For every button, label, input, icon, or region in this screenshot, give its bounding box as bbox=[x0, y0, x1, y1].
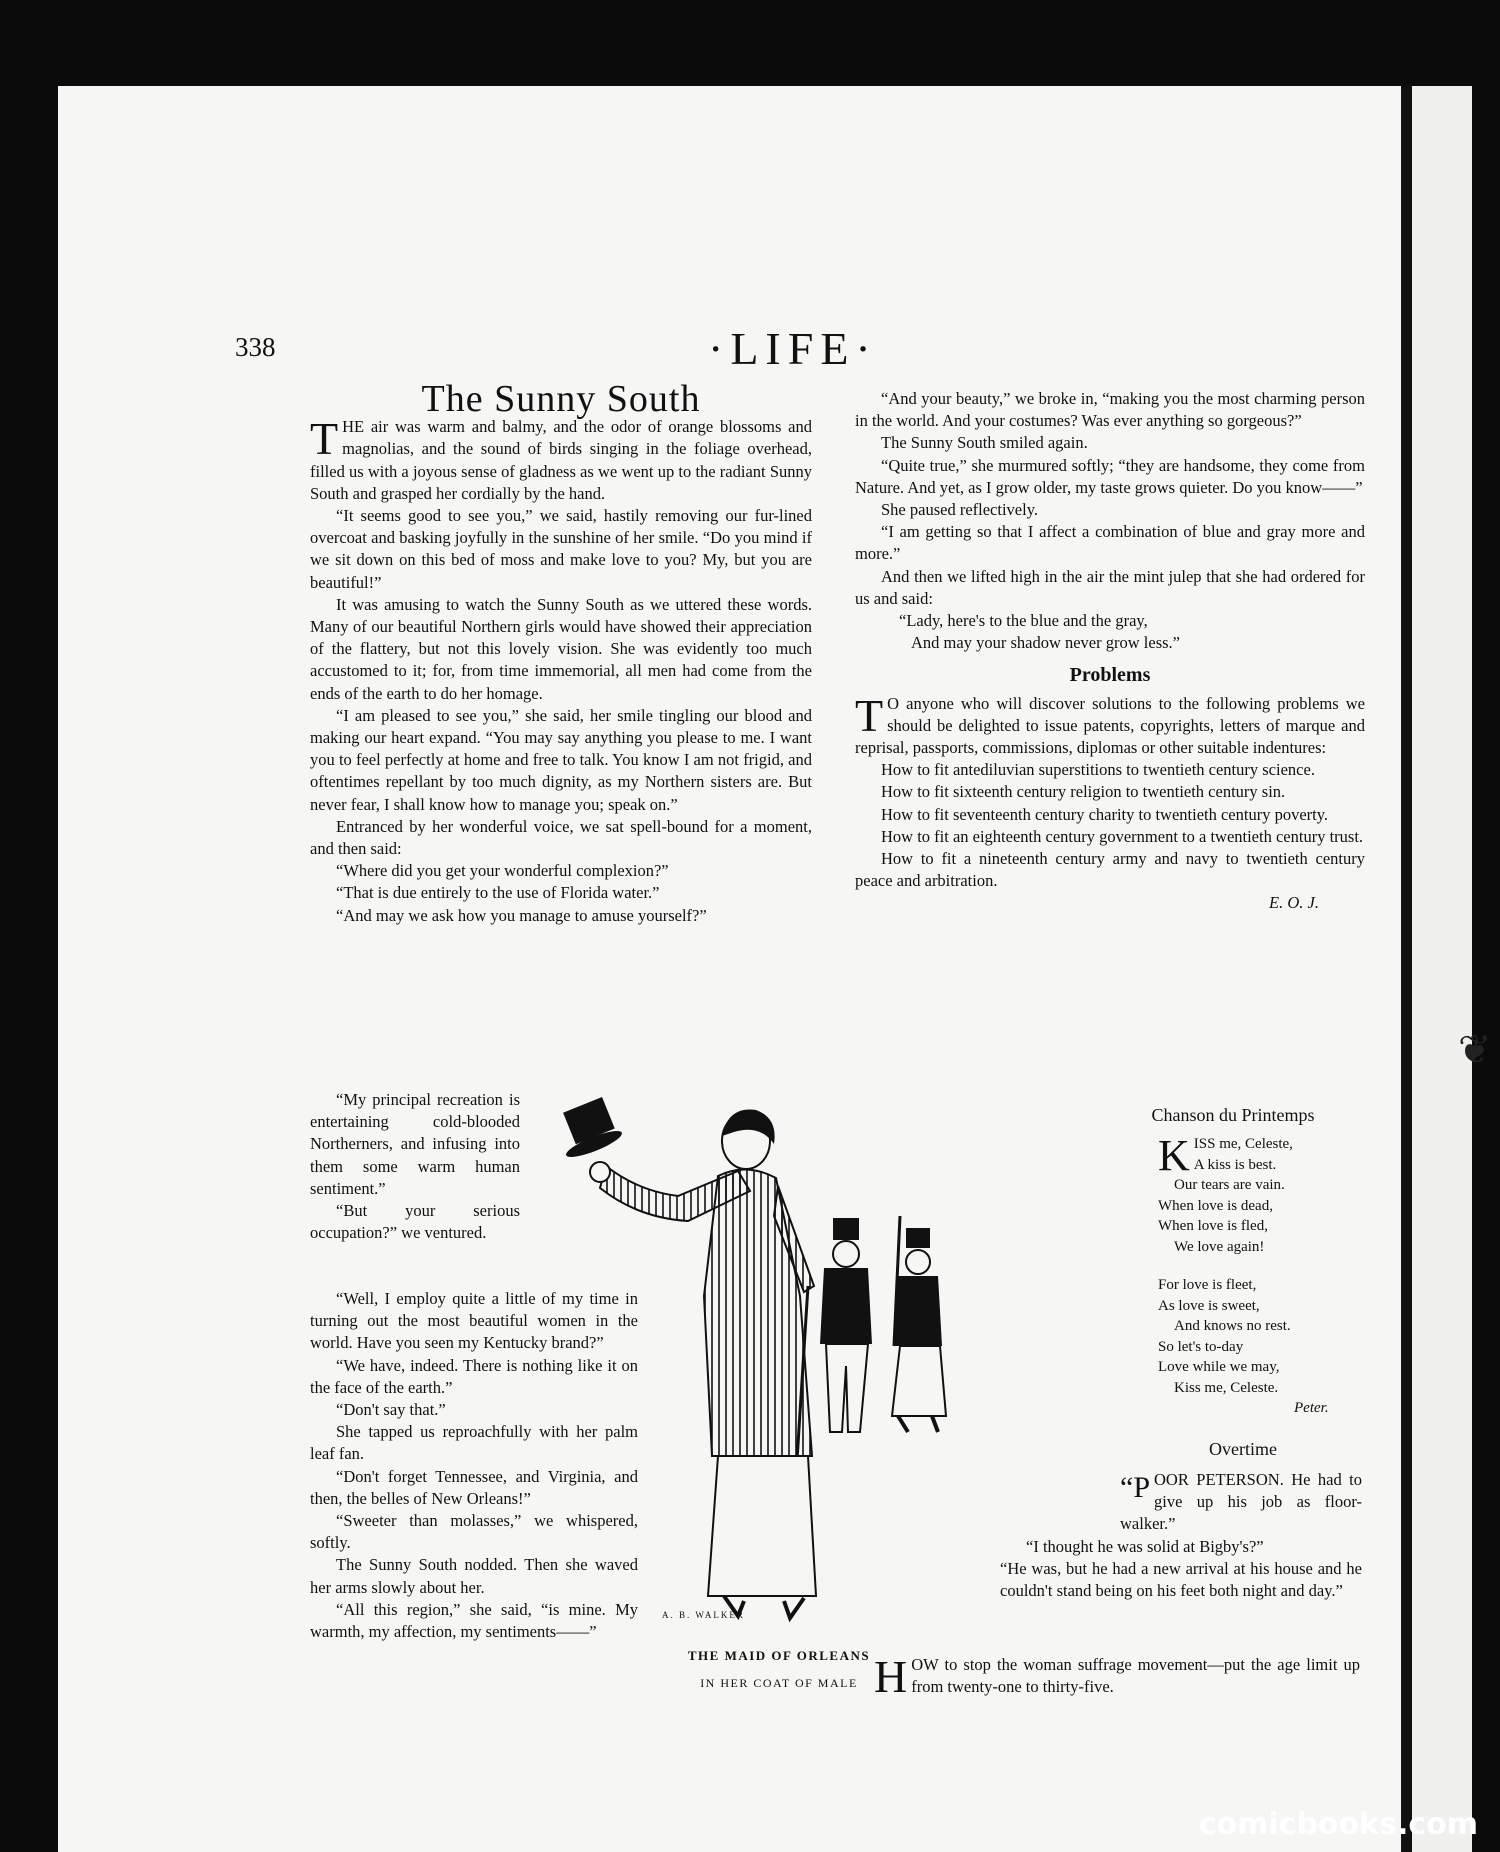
soldier-figure bbox=[892, 1216, 946, 1432]
poem-line: Love while we may, bbox=[1158, 1359, 1280, 1375]
right-column bbox=[855, 388, 1365, 915]
poem-line: Our tears are vain. bbox=[1174, 1177, 1285, 1193]
poem-line: For love is fleet, bbox=[1158, 1277, 1257, 1293]
sunny-south-article bbox=[310, 378, 812, 927]
drop-cap: K bbox=[1158, 1131, 1190, 1180]
paragraph: “That is due entirely to the use of Florida water.” bbox=[336, 883, 660, 903]
poem-line: A kiss is best. bbox=[1193, 1156, 1277, 1173]
paragraph: “Where did you get your wonderful complexion?” bbox=[336, 861, 669, 881]
paragraph: She paused reflectively. bbox=[881, 500, 1038, 520]
paragraph bbox=[1000, 1469, 1362, 1536]
paragraph: The Sunny South smiled again. bbox=[881, 433, 1088, 453]
paragraph: “But your serious occupation?” we ventured. bbox=[310, 1201, 520, 1243]
illustration-caption: THE MAID OF ORLEANS bbox=[687, 1648, 871, 1663]
paragraph bbox=[310, 413, 812, 505]
paragraph-text: HE air was warm and balmy, and the odor of orange blossoms and magnolias, and the sound of birds singing in the foliage overhead, filled us with a joyous sense of gladness as we went up to the radiant Sunny South and grasped her cordially by the hand. bbox=[310, 417, 812, 503]
paragraph: “All this region,” she said, “is mine. My warmth, my affection, my sentiments——” bbox=[310, 1599, 638, 1642]
paragraph: “My principal recreation is entertaining cold-blooded Northerners, and infusing into them some warm human sentiment.” bbox=[310, 1090, 520, 1198]
paragraph: “Don't say that.” bbox=[336, 1400, 446, 1420]
paragraph: “He was, but he had a new arrival at his house and he couldn't stand being on his feet both night and day.” bbox=[1000, 1558, 1362, 1601]
poem-line: Kiss me, Celeste. bbox=[1174, 1379, 1279, 1396]
paragraph-text: OOR PETERSON. He had to give up his job as floor-walker.” bbox=[1120, 1470, 1362, 1534]
paragraph: “And may we ask how you manage to amuse yourself?” bbox=[336, 905, 707, 925]
paragraph: “I am pleased to see you,” she said, her smile tingling our blood and making our heart expand. “You may say anything you please to me. I want you to feel perfectly at home and free to talk. You know I am not frigid, and oftentimes repellant by too much dignity, as my Northern sisters are. But never fear, I shall know how to manage you; speak on.” bbox=[310, 705, 812, 814]
poem-line: As love is sweet, bbox=[1158, 1297, 1260, 1314]
paragraph: And then we lifted high in the air the mint julep that she had ordered for us and said: bbox=[855, 566, 1365, 608]
poem-line: We love again! bbox=[1174, 1238, 1265, 1255]
chanson-title-block bbox=[1108, 1104, 1358, 1126]
paragraph: “Sweeter than molasses,” we whispered, softly. bbox=[310, 1511, 638, 1553]
chanson-title: Chanson du Printemps bbox=[1151, 1105, 1315, 1125]
article-title: The Sunny South bbox=[421, 378, 701, 420]
page-number: 338 bbox=[235, 332, 276, 362]
problem-item: How to fit seventeenth century charity to twentieth century poverty. bbox=[881, 804, 1329, 824]
paragraph: “I thought he was solid at Bigby's?” bbox=[1026, 1536, 1264, 1556]
paragraph bbox=[874, 1651, 1360, 1702]
paragraph-text: OW to stop the woman suffrage movement—put the age limit up from twenty-one to thirty-five. bbox=[911, 1655, 1360, 1697]
overtime-title: Overtime bbox=[1209, 1439, 1277, 1459]
paragraph: “We have, indeed. There is nothing like it on the face of the earth.” bbox=[310, 1355, 638, 1397]
poem-signature: Peter. bbox=[1294, 1400, 1329, 1416]
problem-item: How to fit a nineteenth century army and navy to twentieth century peace and arbitration. bbox=[855, 849, 1365, 891]
chanson-poem bbox=[1158, 1131, 1368, 1419]
paragraph bbox=[855, 689, 1365, 760]
paragraph-text: O anyone who will discover solutions to the following problems we should be delighted to issue patents, copyrights, letters of marque and reprisal, passports, commissions, diplomas or other suitable indentures: bbox=[855, 693, 1365, 758]
ornament-icon: ❦ bbox=[1458, 1027, 1492, 1072]
paragraph: “It seems good to see you,” we said, hastily removing our fur-lined overcoat and basking joyfully in the sunshine of her smile. “Do you mind if we sit down on this bed of moss and make love to you? My, but you are beautiful!” bbox=[310, 506, 812, 592]
paragraph: “Don't forget Tennessee, and Virginia, and then, the belles of New Orleans!” bbox=[310, 1466, 638, 1508]
drop-cap: T bbox=[310, 413, 339, 465]
next-page-edge bbox=[1412, 86, 1472, 1852]
poem-line: So let's to-day bbox=[1158, 1338, 1244, 1355]
top-hat-icon bbox=[563, 1097, 624, 1162]
paragraph: “Quite true,” she murmured softly; “they are handsome, they come from Nature. And yet, as I grow older, my taste grows quieter. Do you know——” bbox=[855, 455, 1365, 497]
drop-cap: H bbox=[874, 1651, 908, 1702]
suffrage-squib bbox=[874, 1651, 1360, 1702]
watermark: comicbooks.com bbox=[1198, 1807, 1478, 1842]
paragraph: “And your beauty,” we broke in, “making you the most charming person in the world. And your costumes? Was ever anything so gorgeous?” bbox=[855, 389, 1365, 431]
problem-item: How to fit antediluvian superstitions to twentieth century science. bbox=[881, 760, 1315, 780]
gutter-line bbox=[1401, 86, 1412, 1852]
poem-line-text: ISS me, Celeste, bbox=[1193, 1136, 1293, 1152]
sunny-south-continued bbox=[310, 1089, 520, 1244]
overtime-title-block bbox=[1128, 1438, 1358, 1460]
verse-line: And may your shadow never grow less.” bbox=[911, 633, 1180, 653]
illustration-caption-sub: IN HER COAT OF MALE bbox=[700, 1676, 858, 1690]
soldier-figure bbox=[820, 1218, 872, 1432]
poem-line: When love is dead, bbox=[1158, 1197, 1273, 1214]
problem-item: How to fit sixteenth century religion to twentieth century sin. bbox=[881, 782, 1286, 802]
signature: E. O. J. bbox=[1269, 893, 1319, 913]
paragraph: She tapped us reproachfully with her palm leaf fan. bbox=[310, 1422, 638, 1464]
paragraph: “I am getting so that I affect a combination of blue and gray more and more.” bbox=[855, 522, 1365, 564]
masthead: ·LIFE· bbox=[708, 323, 878, 374]
paragraph: “Well, I employ quite a little of my time in turning out the most beautiful women in the world. Have you seen my Kentucky brand?” bbox=[310, 1289, 638, 1353]
poem-line: When love is fled, bbox=[1158, 1218, 1268, 1234]
magazine-page bbox=[58, 86, 1492, 1852]
poem-line: And knows no rest. bbox=[1174, 1318, 1291, 1334]
maid-of-orleans-illustration bbox=[528, 1096, 988, 1656]
paragraph: Entranced by her wonderful voice, we sat spell-bound for a moment, and then said: bbox=[310, 816, 812, 859]
paragraph: It was amusing to watch the Sunny South as we uttered these words. Many of our beautiful Northern girls would have showed their appreciation of the flattery, but not this lovely vision. She was evidently too much accustomed to it; for, from time immemorial, all men had come from the ends of the earth to do her homage. bbox=[310, 594, 812, 703]
problems-title: Problems bbox=[1069, 664, 1151, 687]
toast-verse bbox=[899, 610, 1365, 654]
artist-signature: A. B. WALKER bbox=[662, 1610, 745, 1620]
problem-item: How to fit an eighteenth century government to a twentieth century trust. bbox=[881, 826, 1364, 846]
verse-line: “Lady, here's to the blue and the gray, bbox=[899, 611, 1148, 631]
paragraph: The Sunny South nodded. Then she waved her arms slowly about her. bbox=[310, 1555, 638, 1597]
stanza-gap bbox=[1158, 1257, 1368, 1275]
drop-cap: “P bbox=[1120, 1471, 1150, 1504]
drop-cap: T bbox=[855, 689, 884, 741]
overtime-piece bbox=[1000, 1469, 1362, 1602]
